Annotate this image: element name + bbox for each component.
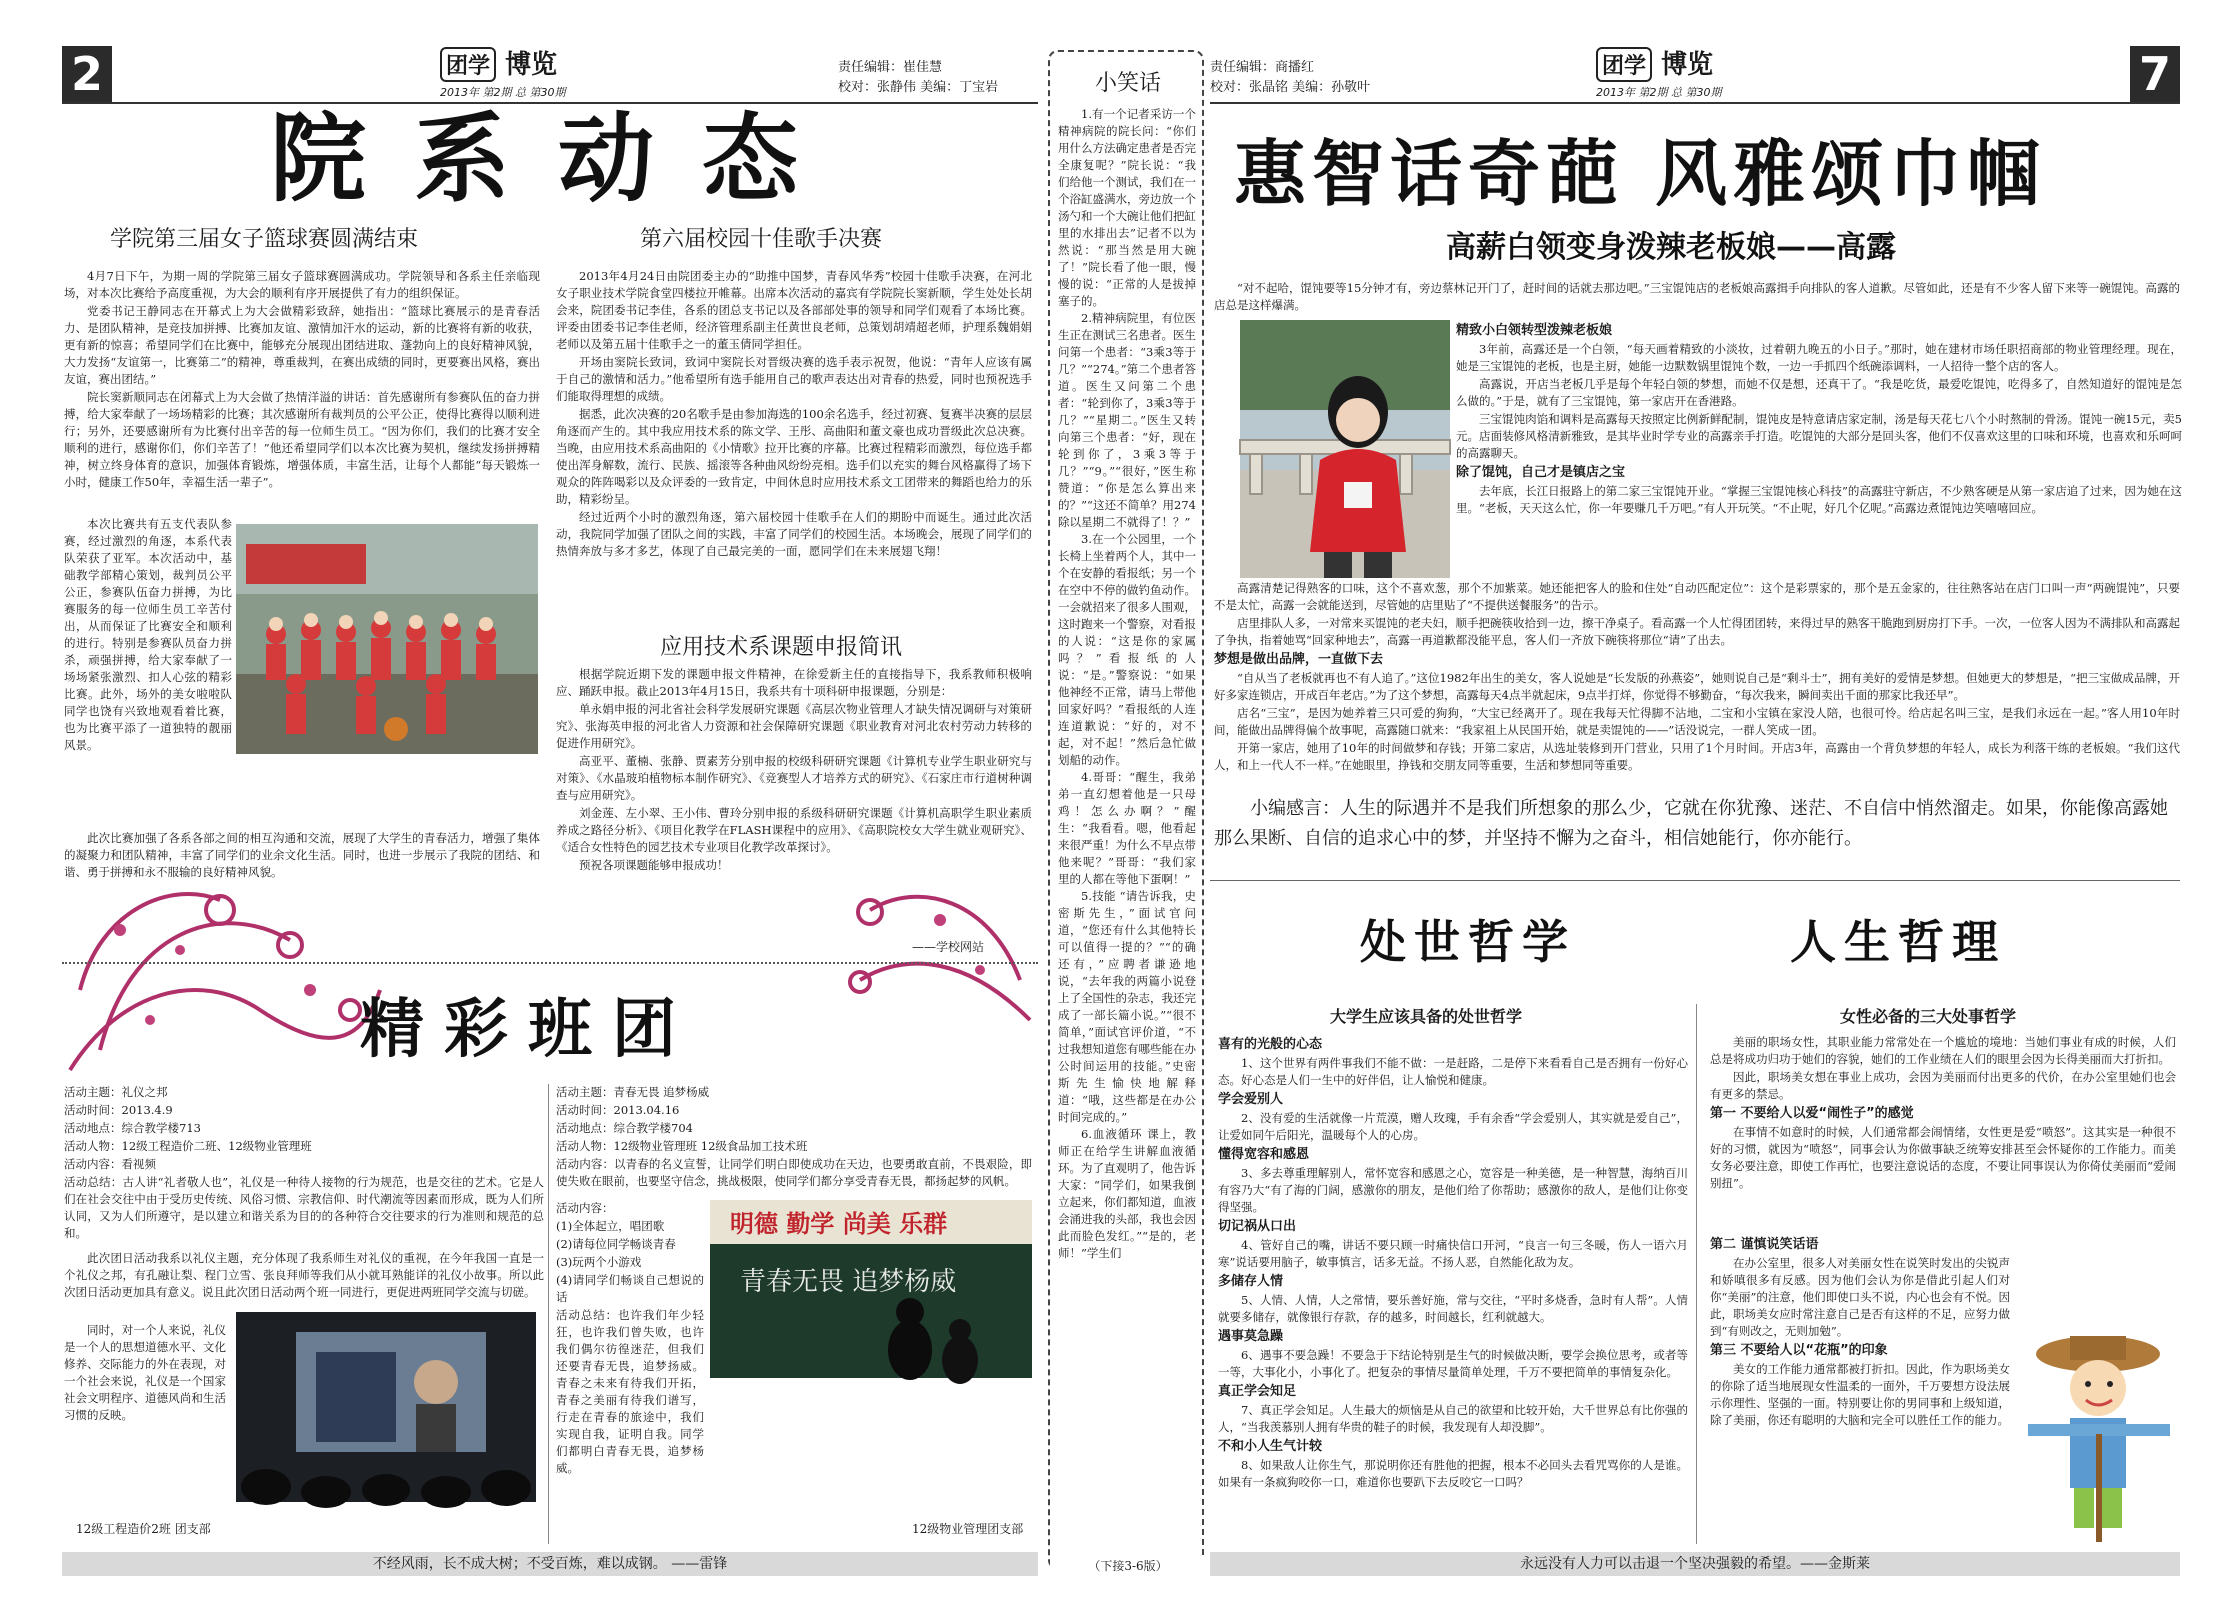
class2-flow-label: 活动内容： <box>556 1201 614 1215</box>
header-rule <box>1210 102 2180 104</box>
feature-section1-heading: 精致小白领转型泼辣老板娘 <box>1456 323 1613 338</box>
joke-item: 4.哥哥：“醒生，我弟弟一直幻想着他是一只母鸡！怎么办啊？”醒生：“我看看。嗯，他看起来很严重！为什么不早点带他来呢？”哥哥：“我们家里的人都在等他下蛋啊！” <box>1058 770 1196 886</box>
phil-item-text: 在办公室里，很多人对美丽女性在说笑时发出的尖锐声和娇嗔很多有反感。因为他们会认为你是借此引起人们对你“美丽”的注意，他们即使口头不说，内心也会有不悦。因此，职场美女应时常注意自己是否有这样的不足，应努力做到“有则改之，无则加勉”。 <box>1710 1256 2010 1338</box>
masthead <box>1596 44 1721 100</box>
editor-note: 小编感言：人生的际遇并不是我们所想象的那么少，它就在你犹豫、迷茫、不自信中悄然溜走。如果，你能像高露她那么果断、自信的追求心中的梦，并坚持不懈为之奋斗，相信她能行，你亦能行。 <box>1214 798 2168 849</box>
gao-lu-portrait-photo <box>1240 320 1450 578</box>
class2-details <box>556 1084 1032 1200</box>
class1-p3-text: 同时，对一个人来说，礼仪是一个人的思想道德水平、文化修养、交际能力的外在表现，对一个社会来说，礼仪是一个国家社会文明程序、道德风尚和生活习惯的反映。 <box>64 1323 226 1422</box>
article1-p3: 院长窦新顺同志在闭幕式上为大会做了热情洋溢的讲话：首先感谢所有参赛队伍的奋力拼搏，给大家奉献了一场场精彩的比赛；其次感谢所有裁判员的公平公正，使得比赛得以顺利进行；另外，还要感谢所有为比赛付出辛苦的每一位师生员工。“因为你们，我们的比赛才安全顺利的进行，感谢你们，你们辛苦了！”他还希望同学们以本次比赛为契机，继续发扬拼搏精神，树立终身体育的意识，加强体育锻炼，增强体质，丰富生活，让每个人都能“每天锻炼一小时，健康工作50年，幸福生活一辈子”。 <box>64 390 540 489</box>
article3-p2: 单永娟申报的河北省社会科学发展研究课题《高层次物业管理人才缺失情况调研与对策研究》、张海英申报的河北省人力资源和社会保障研究课题《职业教育对河北农村劳动力转移的促进作用研究》。 <box>556 702 1032 750</box>
article3-p4: 刘金莲、左小翠、王小伟、曹玲分别申报的系级科研研究课题《计算机高职学生职业素质养成之路径分析》、《项目化教学在FLASH课程中的应用》、《高职院校女大学生就业观研究》、《适合女性特色的园艺技术专业项目化教学改革探讨》。 <box>556 806 1032 854</box>
editors-block <box>1210 58 1370 98</box>
article1-p5: 此次比赛加强了各系各部之间的相互沟通和交流，展现了大学生的青春活力，增强了集体的凝聚力和团队精神，丰富了同学们的业余文化生活。同时，也进一步展示了我院的团结、和谐、勇于拼搏和永不服输的良好精神风貌。 <box>64 831 540 879</box>
feature-paragraph: 三宝馄饨肉馅和调料是高露每天按照定比例新鲜配制，馄饨皮是特意请店家定制，汤是每天花七八个小时熬制的骨汤。馄饨一碗15元，卖5元。店面装修风格清新雅致，是其毕业时学专业的高露亲手打造。吃馄饨的大部分是回头客，他们不仅喜欢这里的口味和环境，也喜欢和乐呵呵的高露聊天。 <box>1456 412 2182 460</box>
class2-summary: 活动总结：也许我们年少轻狂，也许我们曾失败，也许我们偶尔彷徨迷茫，但我们还要青春无畏，追梦扬威。青春之未来有待我们开拓，青春之美丽有待我们谱写，行走在青春的旅途中，我们实现自我，证明自我。同学们都明白青春无畏，追梦杨威。 <box>556 1308 704 1475</box>
joke-item: 6.血液循环 课上，教师正在给学生讲解血液循环。为了直观明了，他告诉大家：“同学们，如果我倒立起来，你们都知道，血液会涌进我的头部，我也会因此而脸色发红。”“是的，老师！”学生们 <box>1058 1127 1196 1260</box>
class2-flow-item: (4)请同学们畅谈自己想说的话 <box>556 1273 704 1304</box>
phil-right-intro-text: 因此，职场美女想在事业上成功，会因为美丽而付出更多的代价，在办公室里她们也会有更多的禁忌。 <box>1710 1070 2176 1101</box>
article1-body-bottom <box>236 756 538 832</box>
class2-theme: 活动主题：青春无畏 追梦杨威 <box>556 1085 710 1099</box>
class2-place: 活动地点：综合教学楼704 <box>556 1121 693 1135</box>
class1-p3 <box>64 1322 226 1462</box>
basketball-team-photo <box>236 524 538 754</box>
class2-people: 活动人物：12级物业管理班 12级食品加工技术班 <box>556 1139 808 1153</box>
phil-item-heading: 遇事莫急躁 <box>1218 1329 1284 1344</box>
phil-right-intro-text: 美丽的职场女性，其职业能力常常处在一个尴尬的境地：当她们事业有成的时候，人们总是将成功归功于她们的容貌，她们的工作业绩在人们的眼里会因为长得美丽而大打折扣。 <box>1710 1035 2176 1066</box>
article1-p2: 党委书记王静同志在开幕式上为大会做精彩致辞，她指出：“篮球比赛展示的是青春活力、是团队精神，是竞技加拼搏、比赛加友谊、激情加汗水的运动，新的比赛将有新的收获，更有新的惊喜；希望同学们在比赛中，能够充分展现出团结进取、蓬勃向上的良好精神风貌，大力发扬“友谊第一，比赛第二”的精神，尊重裁判，在赛出成绩的同时，更要赛出风格，赛出友谊，赛出团结。” <box>64 304 540 386</box>
phil-right-body <box>1710 1234 2010 1544</box>
class2-credit: 12级物业管理团支部 <box>912 1522 1024 1536</box>
phil-item-heading: 喜有的光般的心态 <box>1218 1037 1323 1052</box>
article1-body-side <box>64 516 232 832</box>
jokes-box <box>1048 50 1204 1573</box>
class2-flow-item: (3)玩两个小游戏 <box>556 1255 642 1269</box>
article3-title: 应用技术系课题申报简讯 <box>660 635 903 660</box>
class1-theme: 活动主题：礼仪之邦 <box>64 1085 168 1099</box>
article3-p5: 预祝各项课题能够申报成功！ <box>579 858 729 872</box>
phil-item-heading: 懂得宽容和感恩 <box>1218 1147 1310 1162</box>
article2-body <box>556 268 1032 616</box>
phil-left-title: 大学生应该具备的处世哲学 <box>1330 1007 1523 1026</box>
phil-item-text: 5、人情、人情，人之常情，要乐善好施，常与交往，“平时多烧香，急时有人帮”。人情就要多储存，就像银行存款，存的越多，时间越长，红利就越大。 <box>1218 1293 1688 1324</box>
masthead-issue: 2013年 第2期 总 第30期 <box>1596 86 1722 99</box>
masthead-logo: 团学 <box>1596 47 1652 82</box>
feature-paragraph: 店名“三宝”，是因为她养着三只可爱的狗狗，“大宝已经离开了。现在我每天忙得脚不沾地，二宝和小宝镇在家没人陪，也很可怜。给店起名叫三宝，是我们永远在一起。”客人用10年时间，能做出品牌得偏个故事呢，高露随口就来：“我家祖上从民国开始，就是卖馄饨的——”话没说完，一群人笑成一团。 <box>1214 706 2180 737</box>
joke-item: 2.精神病院里，有位医生正在测试三名患者。医生问第一个患者：“3乘3等于几？”“274。”第二个患者答道。医生又问第二个患者：“轮到你了，3乘3等于几？”“星期二。”医生又转向第三个患者：“好，现在轮到你了，3乘3等于几？”“9。”“很好，”医生称赞道：“你是怎么算出来的？”“这还不简单？用274除以星期二不就得了！？” <box>1058 311 1196 529</box>
phil-item-text: 4、管好自己的嘴，讲话不要只顾一时痛快信口开河，“良言一句三冬暖，伤人一语六月寒”说话要用脑子，敏事慎言，话多无益。不扬人恶，自然能化敌为友。 <box>1218 1238 1688 1269</box>
column-rule <box>548 1084 549 1544</box>
section-divider <box>1210 880 2180 881</box>
feature-section2-cont <box>1214 580 2180 776</box>
main-title: 院系动态 <box>270 102 846 215</box>
phil-item-heading: 不和小人生气计较 <box>1218 1439 1323 1454</box>
phil-item-text: 美女的工作能力通常都被打折扣。因此，作为职场美女的你除了适当地展现女性温柔的一面外，千万要想方设法展示你理性、坚强的一面。特别要让你的男同事和上级知道，除了美丽，你还有聪明的大脑和完全可以胜任工作的能力。 <box>1710 1362 2010 1427</box>
phil-item-heading: 第二 谨慎说笑话语 <box>1710 1237 1819 1252</box>
phil-item-text: 6、遇事不要急躁！不要急于下结论特别是生气的时候做决断，要学会换位思考，或者等一等，大事化小，小事化了。把复杂的事情尽量简单处理，千万不要把简单的事情复杂化。 <box>1218 1348 1688 1379</box>
section-divider <box>62 962 1038 964</box>
floral-swirl-left-decoration <box>60 870 390 1080</box>
phil-item-heading: 学会爱别人 <box>1218 1092 1284 1107</box>
jokes-title: 小笑话 <box>1094 71 1161 96</box>
left-page <box>0 0 1040 1612</box>
feature-paragraph: 高露说，开店当老板几乎是每个年轻白领的梦想，而她不仅是想，还真干了。“我是吃货，最爱吃馄饨，吃得多了，自然知道好的馄饨是怎么做的。”于是，就有了三宝馄饨，第一家店开在香港路。 <box>1456 377 2182 408</box>
phil-item-heading: 多储存人情 <box>1218 1274 1284 1289</box>
floral-swirl-right-decoration <box>820 860 1040 1030</box>
phil-item-text: 3、多去尊重理解别人，常怀宽容和感恩之心，宽容是一种美德，是一种智慧，海纳百川有容乃大“有了海的门阔，感激你的朋友，是他们给了你帮助；感激你的敌人，是他们让你变得坚强。 <box>1218 1166 1688 1214</box>
class1-summary: 活动总结：古人讲“礼者敬人也”，礼仪是一种待人接物的行为规范，也是交往的艺术。它是人们在社会交往中由于受历史传统、风俗习惯、宗教信仰、时代潮流等因素而形成，既为人们所认同，又为人们所遵守，是以建立和谐关系为目的的各种符合交往要求的行为准则和规范的总和。 <box>64 1175 544 1240</box>
feature-section3-heading: 梦想是做出品牌，一直做下去 <box>1214 652 1384 667</box>
feature-section1 <box>1456 320 2182 590</box>
feature-paragraph: “自从当了老板就再也不有人追了。”这位1982年出生的美女，客人说她是“长发版的孙燕姿”，她则说自己是“剩斗士”，拥有美好的爱情是梦想。但她更大的梦想是，“把三宝做成品牌，开好多家连锁店，开成百年老店。”为了这个梦想，高露每天4点半就起床，9点半打烊，你觉得不够勤奋，“每次我来，瞬间卖出千面的那家比我还早”。 <box>1214 671 2180 702</box>
masthead-name: 博览 <box>505 50 558 80</box>
editors-block <box>838 58 998 98</box>
feature-paragraph: 去年底，长江日报路上的第二家三宝馄饨开业。“掌握三宝馄饨核心科技”的高露驻守新店，不少熟客硬是从第一家店追了过来，因为她在这里。“老板，天天这么忙，你一年要赚几千万吧。”有人开玩笑。“不止呢，好几个亿呢。”高露边煮馄饨边笑嘻嘻回应。 <box>1456 484 2182 515</box>
phil-item-heading: 第三 不要给人以“花瓶”的印象 <box>1710 1343 1888 1358</box>
class1-time: 活动时间：2013.4.9 <box>64 1103 173 1117</box>
main-title: 惠智话奇葩 风雅颂巾帼 <box>1234 132 2046 216</box>
article2-p4: 经过近两个小时的激烈角逐，第六届校园十佳歌手在人们的期盼中而诞生。通过此次活动，我院同学加强了团队之间的实践，丰富了同学们的校园生活。本场晚会，展现了同学们的热情奔放与多才多艺，体现了自己最完美的一面，愿同学们在未来展翅飞翔！ <box>556 510 1032 558</box>
feature-paragraph: 店里排队人多，一对常来买馄饨的老夫妇，顺手把碗筷收拾到一边，擦干净桌子。看高露一个人忙得团团转，来得过早的熟客干脆跑到厨房打下手。一次，一位客人因为不满排队和高露起了争执，指着她骂“回家种地去”，高露一再道歉都没能平息，客人们一齐放下碗筷将那位“请”了出去。 <box>1214 616 2180 647</box>
article3-credit: ——学校网站 <box>912 940 985 954</box>
editor-line: 责任编辑：崔佳慧 <box>838 60 943 75</box>
article3-p1: 根据学院近期下发的课题申报文件精神，在徐爱新主任的直接指导下，我系教师积极响应、踊跃申报。截止2013年4月15日，我系共有十项科研申报课题，分别是： <box>556 667 1032 698</box>
joke-item: 3.在一个公园里，一个长椅上坐着两个人，其中一个在安静的看报纸；另一个在空中不停的做钓鱼动作。一会就招来了很多人围观，这时跑来一个警察，对看报的人说：“这是你的家属吗？”看报纸的人说：“是。”警察说：“如果他神经不正常，请马上带他回家好吗？”看报纸的人连连道歉说：“好的，对不起，对不起！”然后急忙做划船的动作。 <box>1058 532 1196 767</box>
class2-flow <box>556 1200 704 1475</box>
feature-intro <box>1214 280 2180 320</box>
phil-item-text: 2、没有爱的生活就像一片荒漠，赠人玫瑰，手有余香“学会爱别人，其实就是爱自己”，让爱如同午后阳光，温暖每个人的心房。 <box>1218 1111 1688 1142</box>
feature-section2-heading: 除了馄饨，自己才是镇店之宝 <box>1456 465 1626 480</box>
joke-item: 5.技能 “请告诉我，史密斯先生，”面试官问道，“您还有什么其他特长可以值得一提的？”“的确还有，”应聘者谦逊地说，“去年我的两篇小说登上了全国性的杂志，我还完成了一部长篇小说。”“很不简单，”面试官评价道，“不过我想知道您有哪些能在办公时间运用的技能。”史密斯先生愉快地解释道：“哦，这些都是在办公时间完成的。” <box>1058 889 1196 1124</box>
class2-flow-item: (1)全体起立，唱团歌 <box>556 1219 665 1233</box>
class1-content: 活动内容：看视频 <box>64 1157 156 1171</box>
article2-p3: 据悉，此次决赛的20名歌手是由参加海选的100余名选手，经过初赛、复赛半决赛的层层角逐而产生的。其中我应用技术系的陈文学、王彤、高曲阳和董文豪也成功晋级此次总决赛。当晚，由应用技术系高曲阳的《小情歌》拉开比赛的序幕。比赛过程精彩而激烈，每位选手都使出浑身解数，流行、民族、摇滚等各种曲风纷纷亮相。选手们以充实的舞台风格赢得了场下观众的阵阵喝彩以及众评委的一致肯定，中间休息时应用技术系文工团带来的舞蹈也给力的乐助，精彩纷呈。 <box>556 407 1032 506</box>
feature-intro-text: “对不起哈，馄饨要等15分钟才有，旁边蔡林记开门了，赶时间的话就去那边吧。”三宝馄饨店的老板娘高露揖手向排队的客人道歉。尽管如此，还是有不少客人留下来等一碗馄饨。高露的店总是这样爆满。 <box>1214 281 2180 312</box>
article1-p4: 本次比赛共有五支代表队参赛，经过激烈的角逐，本系代表队荣获了亚军。本次活动中，基础教学部精心策划，裁判员公平公正，参赛队伍奋力拼搏，为比赛服务的每一位师生员工辛苦付出，从而保证了比赛安全和顺利的进行。特别是参赛队员奋力拼杀，顽强拼搏，给大家奉献了一场场紧张激烈、扣人心弦的精彩比赛。此外，场外的美女啦啦队同学也饶有兴致地观看着比赛，也为比赛平添了一道独特的靓丽风景。 <box>64 517 232 752</box>
scarecrow-illustration <box>2018 1324 2180 1542</box>
feature-subtitle: 高薪白领变身泼辣老板娘——高露 <box>1446 230 1896 265</box>
jokes-body <box>1058 106 1196 1566</box>
article2-p2: 开场由窦院长致词，致词中窦院长对晋级决赛的选手表示祝贺，他说：“青年人应该有属于自己的激情和活力。”他希望所有选手能用自己的歌声表达出对青春的热爱，同时也预祝选手们能取得理想的成绩。 <box>556 355 1032 403</box>
article1-p1: 4月7日下午，为期一周的学院第三届女子篮球赛圆满成功。学院领导和各系主任亲临现场，对本次比赛给予高度重视，为大会的顺利有序开展提供了有力的组织保证。 <box>64 269 540 300</box>
phil-right-title: 女性必备的三大处事哲学 <box>1840 1007 2017 1026</box>
class1-place: 活动地点：综合教学楼713 <box>64 1121 201 1135</box>
phil-item-heading: 真正学会知足 <box>1218 1384 1297 1399</box>
article1-body-top <box>64 268 540 516</box>
column-rule <box>1696 1004 1697 1544</box>
jokes-column <box>1040 0 1210 1612</box>
left-footer-quote: 不经风雨，长不成大树；不受百炼，难以成钢。 ——雷锋 <box>62 1552 1038 1576</box>
class2-content: 活动内容：以青春的名义宣誓，让同学们明白即使成功在天边，也要勇敢直前，不畏艰险，即使失败在眼前，也要坚守信念，挑战极限，使同学们都分享受青春无畏，都扬起梦的风帆。 <box>556 1157 1032 1188</box>
class1-p2: 此次团日活动我系以礼仪主题，充分体现了我系师生对礼仪的重视，在今年我国一直是一个礼仪之邦，有孔融让梨、程门立雪、张良拜师等我们从小就耳熟能详的礼仪小故事。所以此次团日活动更加具有意义。说且此次团日活动两个班一同进行，更促进两班同学交流与切磋。 <box>64 1251 544 1299</box>
feature-paragraph: 开第一家店，她用了10年的时间做梦和存钱；开第二家店，从选址装修到开门营业，只用了1个月时间。开店3年，高露由一个背负梦想的年轻人，成长为利落干练的老板娘。“我们这代人，和上一代人不一样。”在她眼里，挣钱和交朋友同等重要，生活和梦想同等重要。 <box>1214 741 2180 772</box>
feature-paragraph: 3年前，高露还是一个白领，“每天画着精致的小淡妆，过着朝九晚五的小日子。”那时，她在建材市场任职招商部的物业管理经理。现在，她是三宝馄饨的老板，也是主厨，她能一边默数锅里馄饨个数，一边一手抓四个纸碗添调料，一人招待一整个店的客人。 <box>1456 342 2182 373</box>
masthead-logo: 团学 <box>440 47 496 82</box>
classroom-video-photo <box>236 1312 536 1502</box>
phil-left-body <box>1218 1034 1688 1544</box>
right-page <box>1210 0 2232 1612</box>
masthead <box>440 44 565 100</box>
article2-p1: 2013年4月24日由院团委主办的“助推中国梦，青春风华秀”校园十佳歌手决赛，在河北女子职业技术学院食堂四楼拉开帷幕。出席本次活动的嘉宾有学院院长窦新顺，学生处处长胡会来，院团委书记李佳，各系的团总支书记以及各部部处事的领导和同学们观看了本场比赛。评委由团委书记李佳老师，经济管理系副主任黄世良老师，总策划胡靖超老师，护理系魏娟娟老师以及第五届十佳歌手之一的董玉倩同学担任。 <box>556 269 1032 351</box>
phil-item-text: 1、这个世界有两件事我们不能不做：一是赶路，二是停下来看看自己是否拥有一份好心态。好心态是人们一生中的好伴侣，让人愉悦和健康。 <box>1218 1056 1688 1087</box>
phil-item-text: 在事情不如意时的时候，人们通常都会闹情绪，女性更是爱“喷怒”。这其实是一种很不好的习惯，就因为“喷怒”，同事会认为你做事缺乏统筹安排甚至会怀疑你的工作能力。而美女务必要注意，即使工作再忙，也要注意说话的态度，不要让同事误认为你倚仗美丽而“爱闹别扭”。 <box>1710 1125 2176 1190</box>
class1-people: 活动人物：12级工程造价二班、12级物业管理班 <box>64 1139 312 1153</box>
phil-item-heading: 第一 不要给人以爱“闹性子”的感觉 <box>1710 1106 1914 1121</box>
page-number: 2 <box>62 46 112 102</box>
board-subtitle: 青春无畏 追梦杨威 <box>740 1267 957 1297</box>
continued-note: （下接3-6版） <box>1050 1557 1206 1574</box>
phil-item-text: 7、真正学会知足。人生最大的烦恼是从自己的欲望和比较开始，大千世界总有比你强的人，“当我羡慕别人拥有华贵的鞋子的时候，我发现有人却没脚”。 <box>1218 1403 1688 1434</box>
class1-credit: 12级工程造价2班 团支部 <box>76 1522 211 1536</box>
proofreader-line: 校对：张静伟 美编：丁宝岩 <box>838 80 999 95</box>
phil-right-intro <box>1710 1034 2176 1234</box>
class2-closing <box>556 1460 1032 1520</box>
article3-p3: 高亚平、董楠、张静、贾素芳分别申报的校级科研研究课题《计算机专业学生职业研究与对策》、《水晶玻珀植物标本制作研究》、《竞赛型人才培养方式的研究》、《石家庄市行道树种调查与应用研究》。 <box>556 754 1032 802</box>
feature-paragraph: 高露清楚记得熟客的口味，这个不喜欢葱，那个不加紫菜。她还能把客人的脸和住处“自动匹配定位”：这个是彩票家的，那个是五金家的，往往熟客站在店门口叫一声“两碗馄饨”，只要不是太忙，高露一会就能送到，尽管她的店里贴了“不提供送餐服务”的告示。 <box>1214 581 2180 612</box>
joke-item: 1.有一个记者采访一个精神病院的院长问：“你们用什么方法确定患者是否完全康复呢？”院长说：“我们给他一个测试，我们在一个浴缸盛满水，旁边放一个汤勺和一个大碗让他们把缸里的水排出去”记者不以为然说：“那当然是用大碗了！”院长看了他一眼，慢慢的说：“正常的人是拔掉塞子的。 <box>1058 107 1196 308</box>
page-number: 7 <box>2130 46 2180 102</box>
class2-flow-item: (2)请每位同学畅谈青春 <box>556 1237 676 1251</box>
philosophy-title-left: 处世哲学 <box>1360 915 1576 969</box>
phil-item-text: 8、如果敌人让你生气，那说明你还有胜他的把握，根本不必回头去看咒骂你的人是谁。如果有一条疯狗咬你一口，难道你也要趴下去反咬它一口吗？ <box>1218 1458 1688 1489</box>
editor-line: 责任编辑：商播红 <box>1210 60 1315 75</box>
right-footer-quote: 永远没有人力可以击退一个坚决强毅的希望。——金斯莱 <box>1210 1552 2180 1576</box>
section2-title: 精彩班团 <box>360 993 696 1067</box>
article2-title: 第六届校园十佳歌手决赛 <box>640 227 883 252</box>
philosophy-title-right: 人生哲理 <box>1790 915 2006 969</box>
chalkboard-photo <box>710 1200 1032 1378</box>
masthead-name: 博览 <box>1661 50 1714 80</box>
masthead-issue: 2013年 第2期 总 第30期 <box>440 86 566 99</box>
class2-time: 活动时间：2013.04.16 <box>556 1103 680 1117</box>
proofreader-line: 校对：张晶铭 美编：孙敬叶 <box>1210 80 1371 95</box>
article1-title: 学院第三届女子篮球赛圆满结束 <box>110 227 419 252</box>
phil-item-heading: 切记祸从口出 <box>1218 1219 1297 1234</box>
board-slogan: 明德 勤学 尚美 乐群 <box>730 1210 948 1238</box>
